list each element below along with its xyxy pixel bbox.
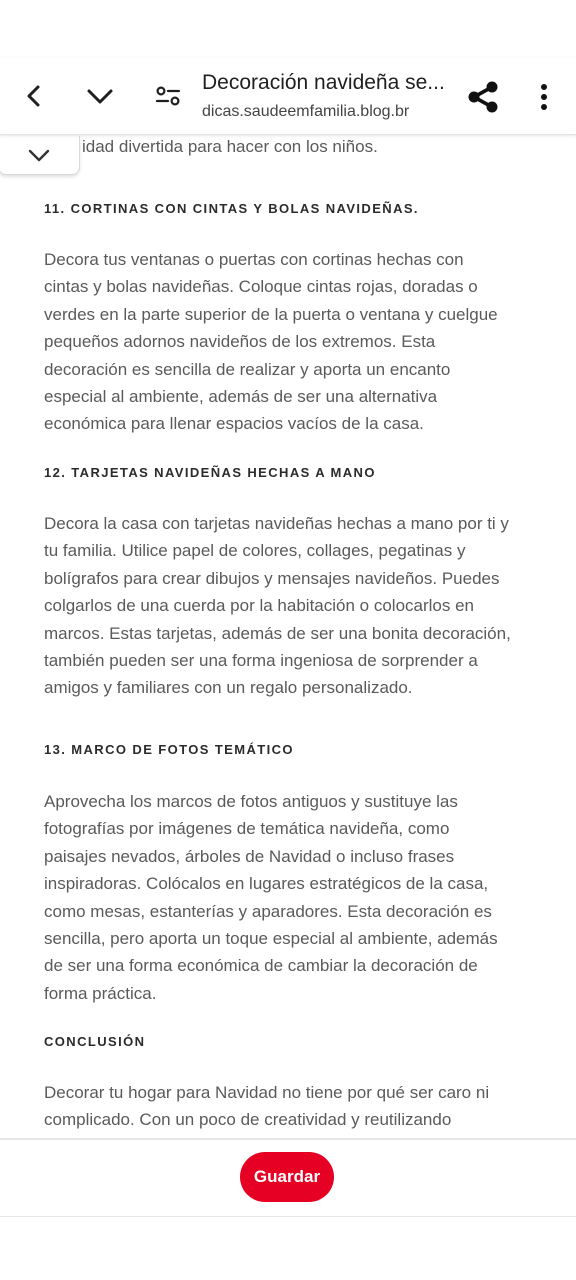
paragraph-line: paisajes nevados, árboles de Navidad o incluso frases: [44, 846, 455, 866]
paragraph-line: Decorar tu hogar para Navidad no tiene por qué ser caro ni: [44, 1083, 490, 1102]
back-button[interactable]: [14, 76, 54, 116]
section-heading: 11. CORTINAS CON CINTAS Y BOLAS NAVIDEÑAS.: [44, 201, 419, 216]
page-info[interactable]: [202, 70, 452, 122]
section-paragraph: [44, 246, 544, 438]
page-title: Decoración navideña se...: [202, 71, 445, 94]
bottom-action-bar: [0, 1138, 576, 1217]
paragraph-line: fotografías por imágenes de temática navideña, como: [44, 819, 450, 839]
more-options-button[interactable]: [524, 76, 564, 118]
paragraph-line: amigos y familiares con un regalo personalizado.: [44, 678, 413, 698]
section-heading: 13. MARCO DE FOTOS TEMÁTICO: [44, 742, 294, 757]
filter-icon: [155, 85, 181, 107]
paragraph-line: marcos. Estas tarjetas, además de ser una bonita decoración,: [44, 623, 511, 643]
paragraph-line: decoración es sencilla de realizar y aporta un encanto: [44, 359, 451, 379]
page-settings-button[interactable]: [148, 76, 188, 116]
chevron-down-icon: [85, 86, 115, 106]
paragraph-line: verdes en la parte superior de la puerta o ventana y cuelgue: [44, 304, 498, 324]
paragraph-line: Aprovecha los marcos de fotos antiguos y sustituye las: [44, 792, 458, 811]
paragraph-line: Decora tus ventanas o puertas con cortinas hechas con: [44, 250, 464, 269]
page-url: dicas.saudeemfamilia.blog.br: [202, 103, 410, 120]
collapse-button[interactable]: [80, 76, 120, 116]
paragraph-line: especial al ambiente, además de ser una alternativa: [44, 387, 438, 407]
paragraph-line: pequeños adornos navideños de los extremos. Esta: [44, 332, 436, 352]
paragraph-line: Decora la casa con tarjetas navideñas hechas a mano por ti y: [44, 514, 509, 533]
save-button[interactable]: Guardar: [240, 1152, 334, 1202]
expand-tab[interactable]: [0, 136, 80, 175]
paragraph-line: forma práctica.: [44, 983, 157, 1003]
paragraph-line: también pueden ser una forma ingeniosa de sorprender a: [44, 651, 478, 671]
section-paragraph: [44, 1079, 544, 1134]
more-vert-icon: [539, 83, 549, 111]
paragraph-line: tu familia. Utilice papel de colores, collages, pegatinas y: [44, 541, 466, 561]
paragraph-line: de ser una forma económica de cambiar la decoración de: [44, 956, 478, 976]
paragraph-line: inspiradoras. Colócalos en lugares estratégicos de la casa,: [44, 874, 489, 894]
paragraph-line: sencilla, pero aporta un toque especial al ambiente, además: [44, 929, 498, 949]
paragraph-line: como mesas, estanterías y aparadores. Esta decoración es: [44, 901, 492, 921]
share-button[interactable]: [462, 76, 504, 118]
paragraph-line: bolígrafos para crear dibujos y mensajes navideños. Puedes: [44, 568, 500, 588]
section-paragraph: [44, 788, 544, 1007]
paragraph-line: complicado. Con un poco de creatividad y reutilizando: [44, 1110, 452, 1130]
back-arrow-icon: [23, 84, 45, 108]
section-heading: 12. TARJETAS NAVIDEÑAS HECHAS A MANO: [44, 465, 376, 480]
paragraph-line: cintas y bolas navideñas. Coloque cintas rojas, doradas o: [44, 277, 478, 297]
top-toolbar: [0, 58, 576, 135]
paragraph-line: colgarlos de una cuerda por la habitación o colocarlos en: [44, 596, 474, 616]
share-icon: [465, 79, 501, 115]
section-heading: CONCLUSIÓN: [44, 1034, 146, 1049]
paragraph-line: económica para llenar espacios vacíos de la casa.: [44, 414, 424, 434]
paragraph-fragment: idad divertida para hacer con los niños.: [82, 137, 378, 156]
section-paragraph: [44, 510, 544, 702]
chevron-down-icon: [27, 147, 51, 163]
